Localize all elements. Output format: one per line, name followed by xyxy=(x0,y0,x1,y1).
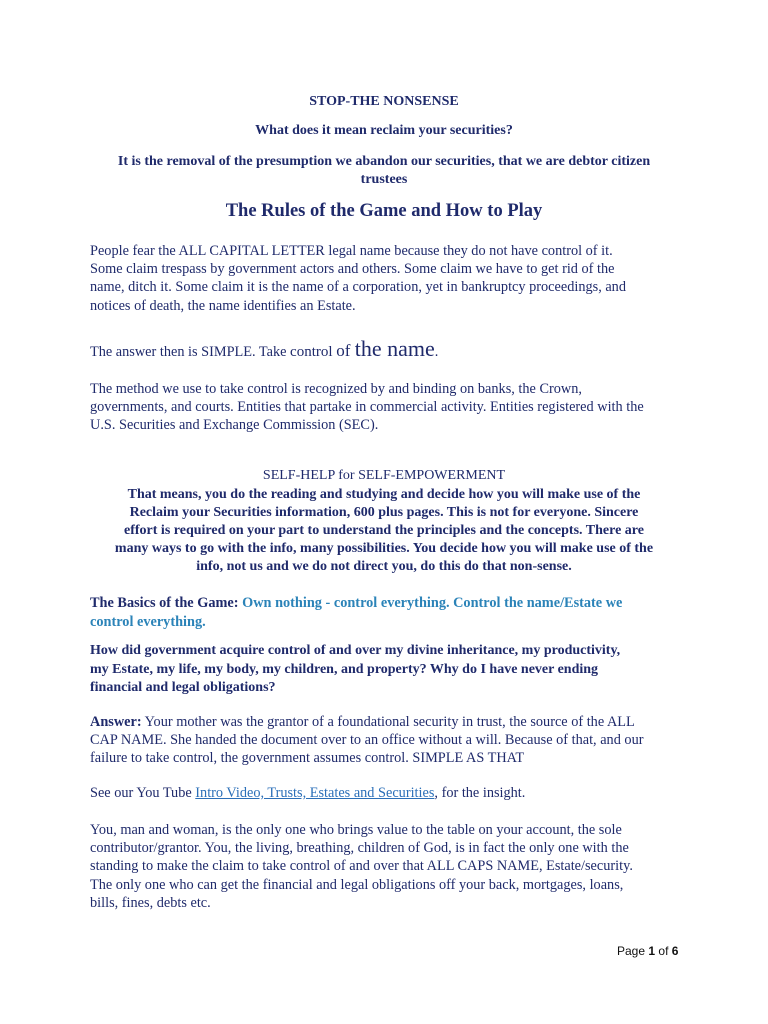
text-line: People fear the ALL CAPITAL LETTER legal name because they do not have control of it. xyxy=(90,243,613,259)
paragraph-answer xyxy=(90,713,643,768)
text-line: Some claim trespass by government actors and others. Some claim we have to get rid of the xyxy=(90,261,615,278)
text-span: See our You Tube xyxy=(90,785,196,801)
page-of: of xyxy=(658,944,669,958)
answer-label: Answer: xyxy=(90,714,142,730)
heading-stop-nonsense: STOP-THE NONSENSE xyxy=(309,94,459,109)
paragraph-value xyxy=(90,821,633,912)
page-number-footer xyxy=(617,944,678,958)
youtube-intro-video-link[interactable]: Intro Video, Trusts, Estates and Securities xyxy=(195,785,435,801)
page-label: Page xyxy=(617,944,646,958)
text-line: CAP NAME. She handed the document over to an office without a will. Because of that, and our xyxy=(90,732,644,749)
text-line: You, man and woman, is the only one who brings value to the table on your account, the sole xyxy=(90,822,622,838)
heading-presumption-line1: It is the removal of the presumption we abandon our securities, that we are debtor citizen xyxy=(117,154,651,169)
text-line: Reclaim your Securities information, 600 plus pages. This is not for everyone. Sincere xyxy=(129,505,639,520)
heading-presumption-line2: trustees xyxy=(360,172,408,187)
text-line: bills, fines, debts etc. xyxy=(90,894,211,911)
page-total: 6 xyxy=(671,944,679,958)
paragraph-question xyxy=(90,642,620,698)
text-span: , for the insight. xyxy=(434,785,526,801)
page-current: 1 xyxy=(648,944,656,958)
text-line: governments, and courts. Entities that partake in commercial activity. Entities registered with the xyxy=(90,399,644,416)
text-the-name: the name xyxy=(354,336,435,361)
heading-question: What does it mean reclaim your securities? xyxy=(255,123,513,138)
text-line: The method we use to take control is recognized by and binding on banks, the Crown, xyxy=(90,381,582,397)
text-span: The answer then is SIMPLE. Take xyxy=(90,344,291,360)
text-line: contributor/grantor. You, the living, breathing, children of God, is in fact the only one with the xyxy=(90,840,629,857)
text-span: control xyxy=(290,344,337,360)
text-line: many ways to go with the info, many possibilities. You decide how you will make use of the xyxy=(114,541,654,556)
text-line: U.S. Securities and Exchange Commission (SEC). xyxy=(90,417,379,434)
text-line: financial and legal obligations? xyxy=(90,680,276,695)
selfhelp-body xyxy=(0,486,768,576)
text-line: failure to take control, the government assumes control. SIMPLE AS THAT xyxy=(90,750,525,767)
selfhelp-title: SELF-HELP for SELF-EMPOWERMENT xyxy=(262,468,506,483)
text-line: That means, you do the reading and studying and decide how you will make use of the xyxy=(127,487,641,502)
text-span: . xyxy=(434,344,439,360)
basics-slogan: Own nothing - control everything. Control the name/Estate we xyxy=(242,595,623,611)
text-line: standing to make the claim to take control of and over that ALL CAPS NAME, Estate/security. xyxy=(90,858,633,875)
text-line: The only one who can get the financial and legal obligations off your back, mortgages, loans, xyxy=(90,876,624,893)
paragraph-answer-simple xyxy=(90,336,438,362)
text-line: notices of death, the name identifies an Estate. xyxy=(90,297,356,314)
text-span: of xyxy=(336,341,355,360)
paragraph-fear-name xyxy=(90,242,690,315)
text-line: info, not us and we do not direct you, do this do that non-sense. xyxy=(196,559,572,574)
text-line: How did government acquire control of and over my divine inheritance, my productivity, xyxy=(90,643,621,658)
page-title: The Rules of the Game and How to Play xyxy=(225,201,543,221)
basics-slogan-cont: control everything. xyxy=(90,614,206,630)
text-line: effort is required on your part to understand the principles and the concepts. There are xyxy=(124,523,644,538)
paragraph-basics xyxy=(90,594,622,632)
basics-label: The Basics of the Game: xyxy=(90,595,243,611)
text-line: name, ditch it. Some claim it is the name of a corporation, yet in bankruptcy proceedings, and xyxy=(90,279,626,296)
paragraph-method xyxy=(90,380,690,435)
text-span: Your mother was the grantor of a foundational security in trust, the source of the ALL xyxy=(141,714,635,730)
text-line: my Estate, my life, my body, my children, and property? Why do I have never ending xyxy=(90,661,599,677)
paragraph-youtube xyxy=(90,785,525,802)
